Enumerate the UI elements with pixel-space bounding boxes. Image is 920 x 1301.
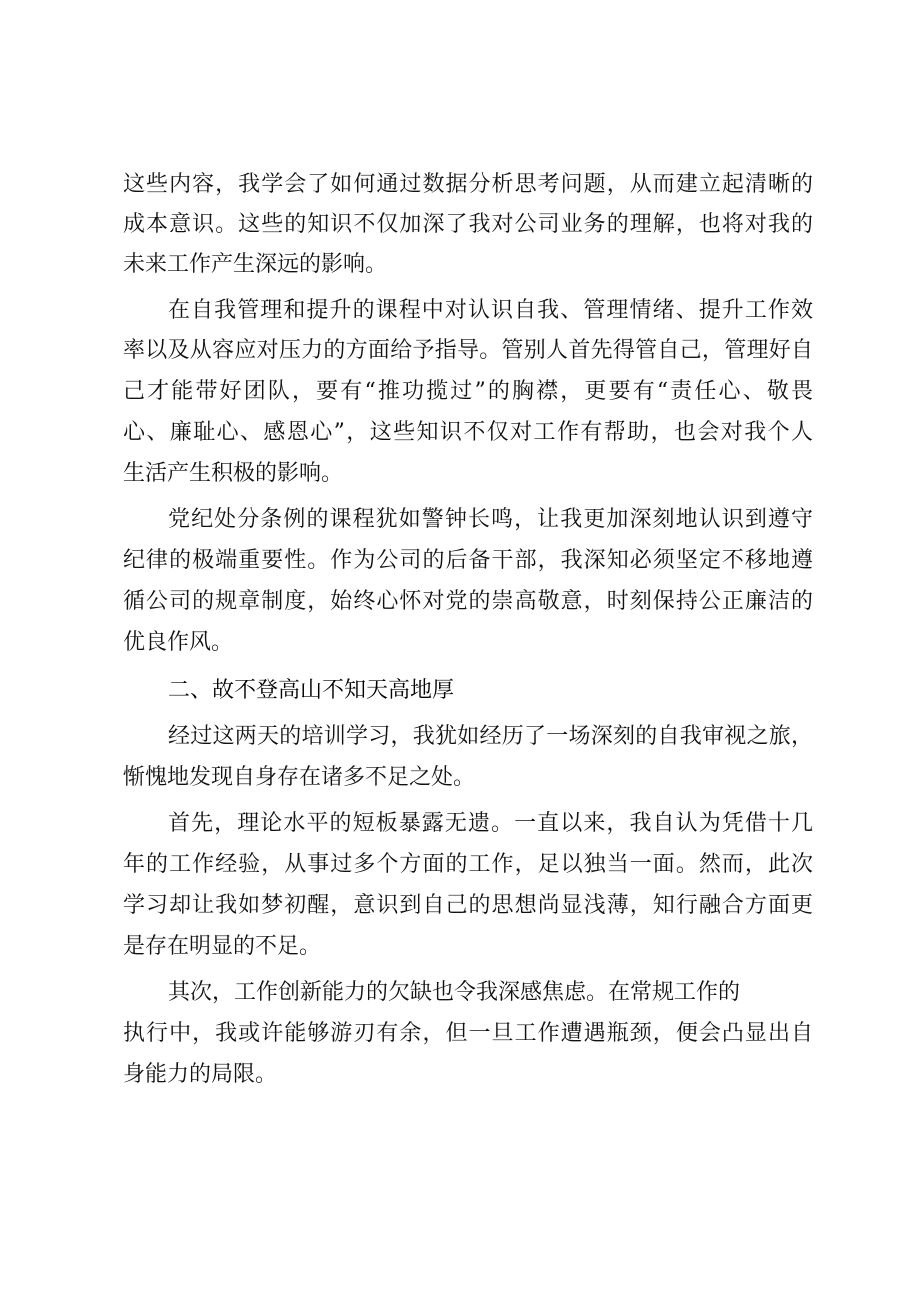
paragraph-3-line-1: 党纪处分条例的课程犹如警钟长鸣，让我更加深刻地认识到遵守 xyxy=(168,507,813,532)
paragraph-1-line-3: 未来工作产生深远的影响。 xyxy=(123,252,388,277)
paragraph-2-line-1: 在自我管理和提升的课程中对认识自我、管理情绪、提升工作效 xyxy=(168,298,813,323)
paragraph-5-line-4: 是存在明显的不足。 xyxy=(123,934,322,959)
paragraph-4-line-1: 经过这两天的培训学习，我犹如经历了一场深刻的自我审视之旅， xyxy=(168,724,813,749)
paragraph-6-line-3: 身能力的局限。 xyxy=(123,1062,278,1087)
paragraph-2-line-2: 率以及从容应对压力的方面给予指导。管别人首先得管自己，管理好自 xyxy=(123,338,813,363)
paragraph-5-line-1: 首先，理论水平的短板暴露无遗。一直以来，我自认为凭借十几 xyxy=(168,811,813,836)
paragraph-5-line-3: 学习却让我如梦初醒，意识到自己的思想尚显浅薄，知行融合方面更 xyxy=(123,893,813,918)
paragraph-3-line-3: 循公司的规章制度，始终心怀对党的崇高敬意，时刻保持公正廉洁的 xyxy=(123,589,813,614)
paragraph-2-line-5: 生活产生积极的影响。 xyxy=(123,461,344,486)
paragraph-6-line-2: 执行中，我或许能够游刃有余，但一旦工作遭遇瓶颈，便会凸显出自 xyxy=(123,1021,813,1046)
paragraph-3-line-2: 纪律的极端重要性。作为公司的后备干部，我深知必须坚定不移地遵 xyxy=(123,548,813,573)
paragraph-3-line-4: 优良作风。 xyxy=(123,630,234,655)
paragraph-5-line-2: 年的工作经验，从事过多个方面的工作，足以独当一面。然而，此次 xyxy=(123,852,813,877)
paragraph-2-line-4: 心、廉耻心、感恩心”，这些知识不仅对工作有帮助，也会对我个人 xyxy=(123,420,813,445)
paragraph-1-line-2: 成本意识。这些的知识不仅加深了我对公司业务的理解，也将对我的 xyxy=(123,212,813,237)
paragraph-6-line-1: 其次，工作创新能力的欠缺也令我深感焦虑。在常规工作的 xyxy=(168,980,741,1005)
paragraph-2-line-3: 己才能带好团队，要有“推功揽过”的胸襟，更要有“责任心、敬畏 xyxy=(123,379,813,404)
paragraph-4-line-2: 惭愧地发现自身存在诸多不足之处。 xyxy=(123,765,476,790)
paragraph-1-line-1: 这些内容，我学会了如何通过数据分析思考问题，从而建立起清晰的 xyxy=(123,172,813,197)
section-heading: 二、故不登高山不知天高地厚 xyxy=(168,678,455,703)
